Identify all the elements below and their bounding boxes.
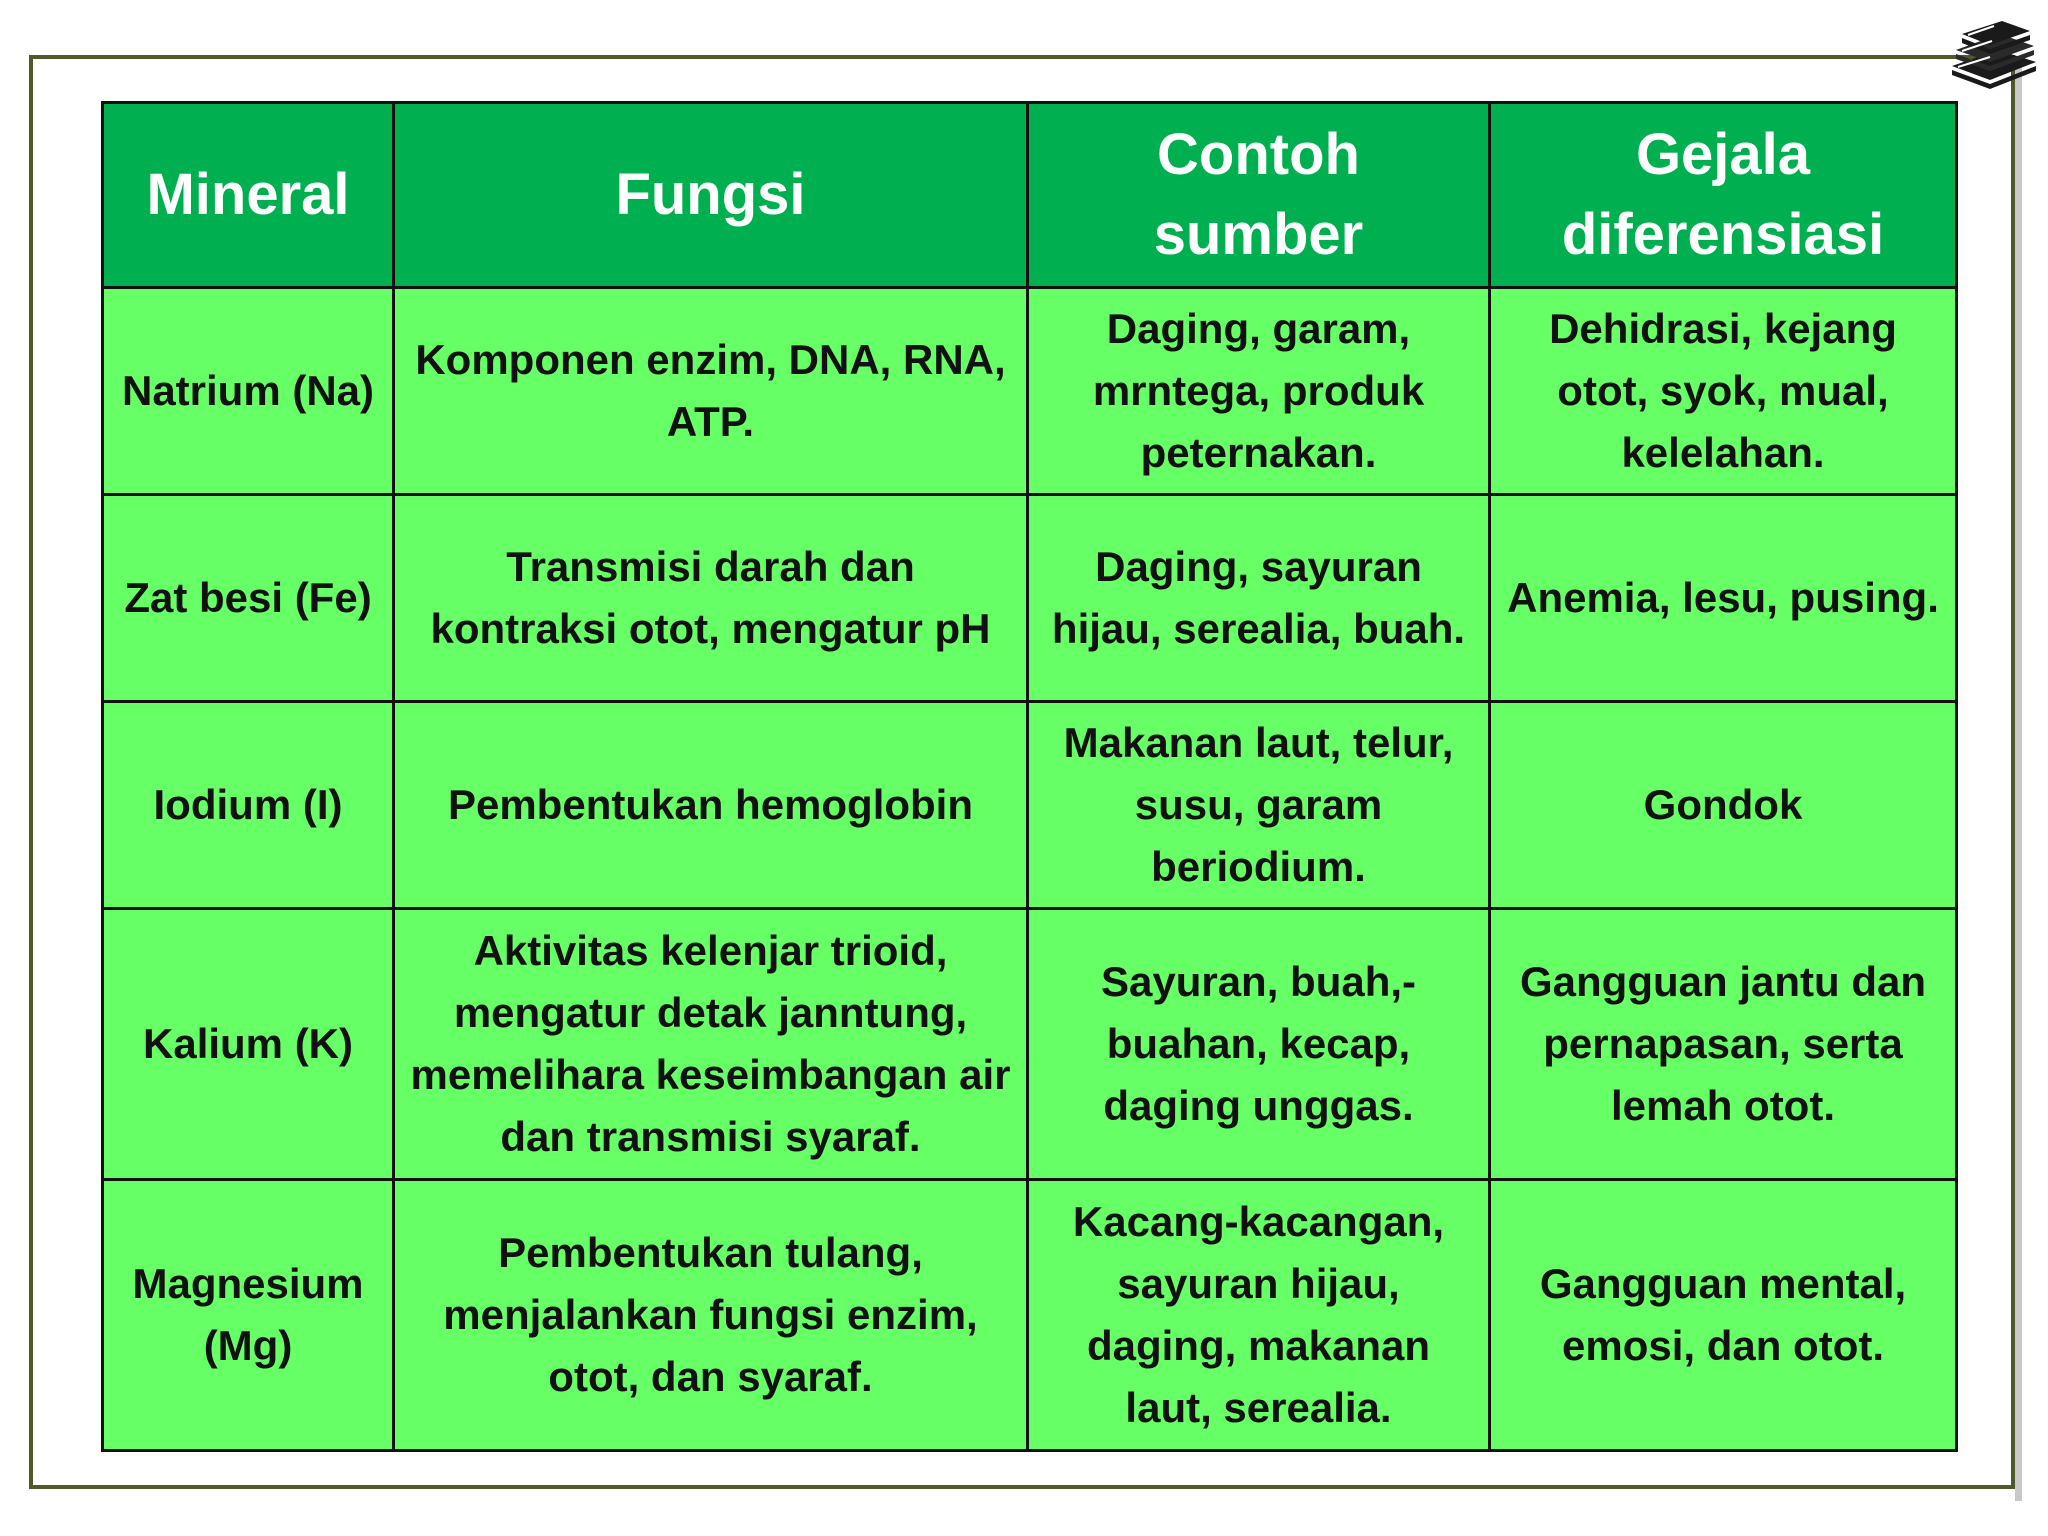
cell-gejala: Anemia, lesu, pusing. xyxy=(1490,495,1957,702)
table-row xyxy=(103,702,1957,909)
cell-fungsi: Pembentukan hemoglobin xyxy=(394,702,1028,909)
minerals-table xyxy=(101,101,1958,1452)
cell-gejala: Gondok xyxy=(1490,702,1957,909)
cell-mineral: Magnesium (Mg) xyxy=(103,1180,394,1451)
cell-contoh-sumber: Kacang-kacangan, sayuran hijau, daging, makanan laut, serealia. xyxy=(1028,1180,1490,1451)
header-gejala-diferensiasi: Gejala diferensiasi xyxy=(1490,103,1957,288)
header-mineral: Mineral xyxy=(103,103,394,288)
cell-contoh-sumber: Sayuran, buah,- buahan, kecap, daging unggas. xyxy=(1028,909,1490,1180)
cell-contoh-sumber: Daging, garam, mrntega, produk peternakan. xyxy=(1028,288,1490,495)
cell-gejala: Dehidrasi, kejang otot, syok, mual, kelelahan. xyxy=(1490,288,1957,495)
table-row xyxy=(103,909,1957,1180)
table-row xyxy=(103,495,1957,702)
header-fungsi: Fungsi xyxy=(394,103,1028,288)
header-contoh-sumber: Contoh sumber xyxy=(1028,103,1490,288)
cell-contoh-sumber: Makanan laut, telur, susu, garam beriodium. xyxy=(1028,702,1490,909)
cell-gejala: Gangguan jantu dan pernapasan, serta lemah otot. xyxy=(1490,909,1957,1180)
cell-mineral: Natrium (Na) xyxy=(103,288,394,495)
cell-fungsi: Komponen enzim, DNA, RNA, ATP. xyxy=(394,288,1028,495)
table-row xyxy=(103,288,1957,495)
table-row xyxy=(103,1180,1957,1451)
cell-gejala: Gangguan mental, emosi, dan otot. xyxy=(1490,1180,1957,1451)
table-header-row xyxy=(103,103,1957,288)
stacked-books-icon xyxy=(1948,20,2040,90)
cell-mineral: Iodium (I) xyxy=(103,702,394,909)
cell-fungsi: Aktivitas kelenjar trioid, mengatur detak janntung, memelihara keseimbangan air dan transmisi syaraf. xyxy=(394,909,1028,1180)
cell-mineral: Zat besi (Fe) xyxy=(103,495,394,702)
cell-contoh-sumber: Daging, sayuran hijau, serealia, buah. xyxy=(1028,495,1490,702)
cell-mineral: Kalium (K) xyxy=(103,909,394,1180)
cell-fungsi: Pembentukan tulang, menjalankan fungsi enzim, otot, dan syaraf. xyxy=(394,1180,1028,1451)
cell-fungsi: Transmisi darah dan kontraksi otot, mengatur pH xyxy=(394,495,1028,702)
